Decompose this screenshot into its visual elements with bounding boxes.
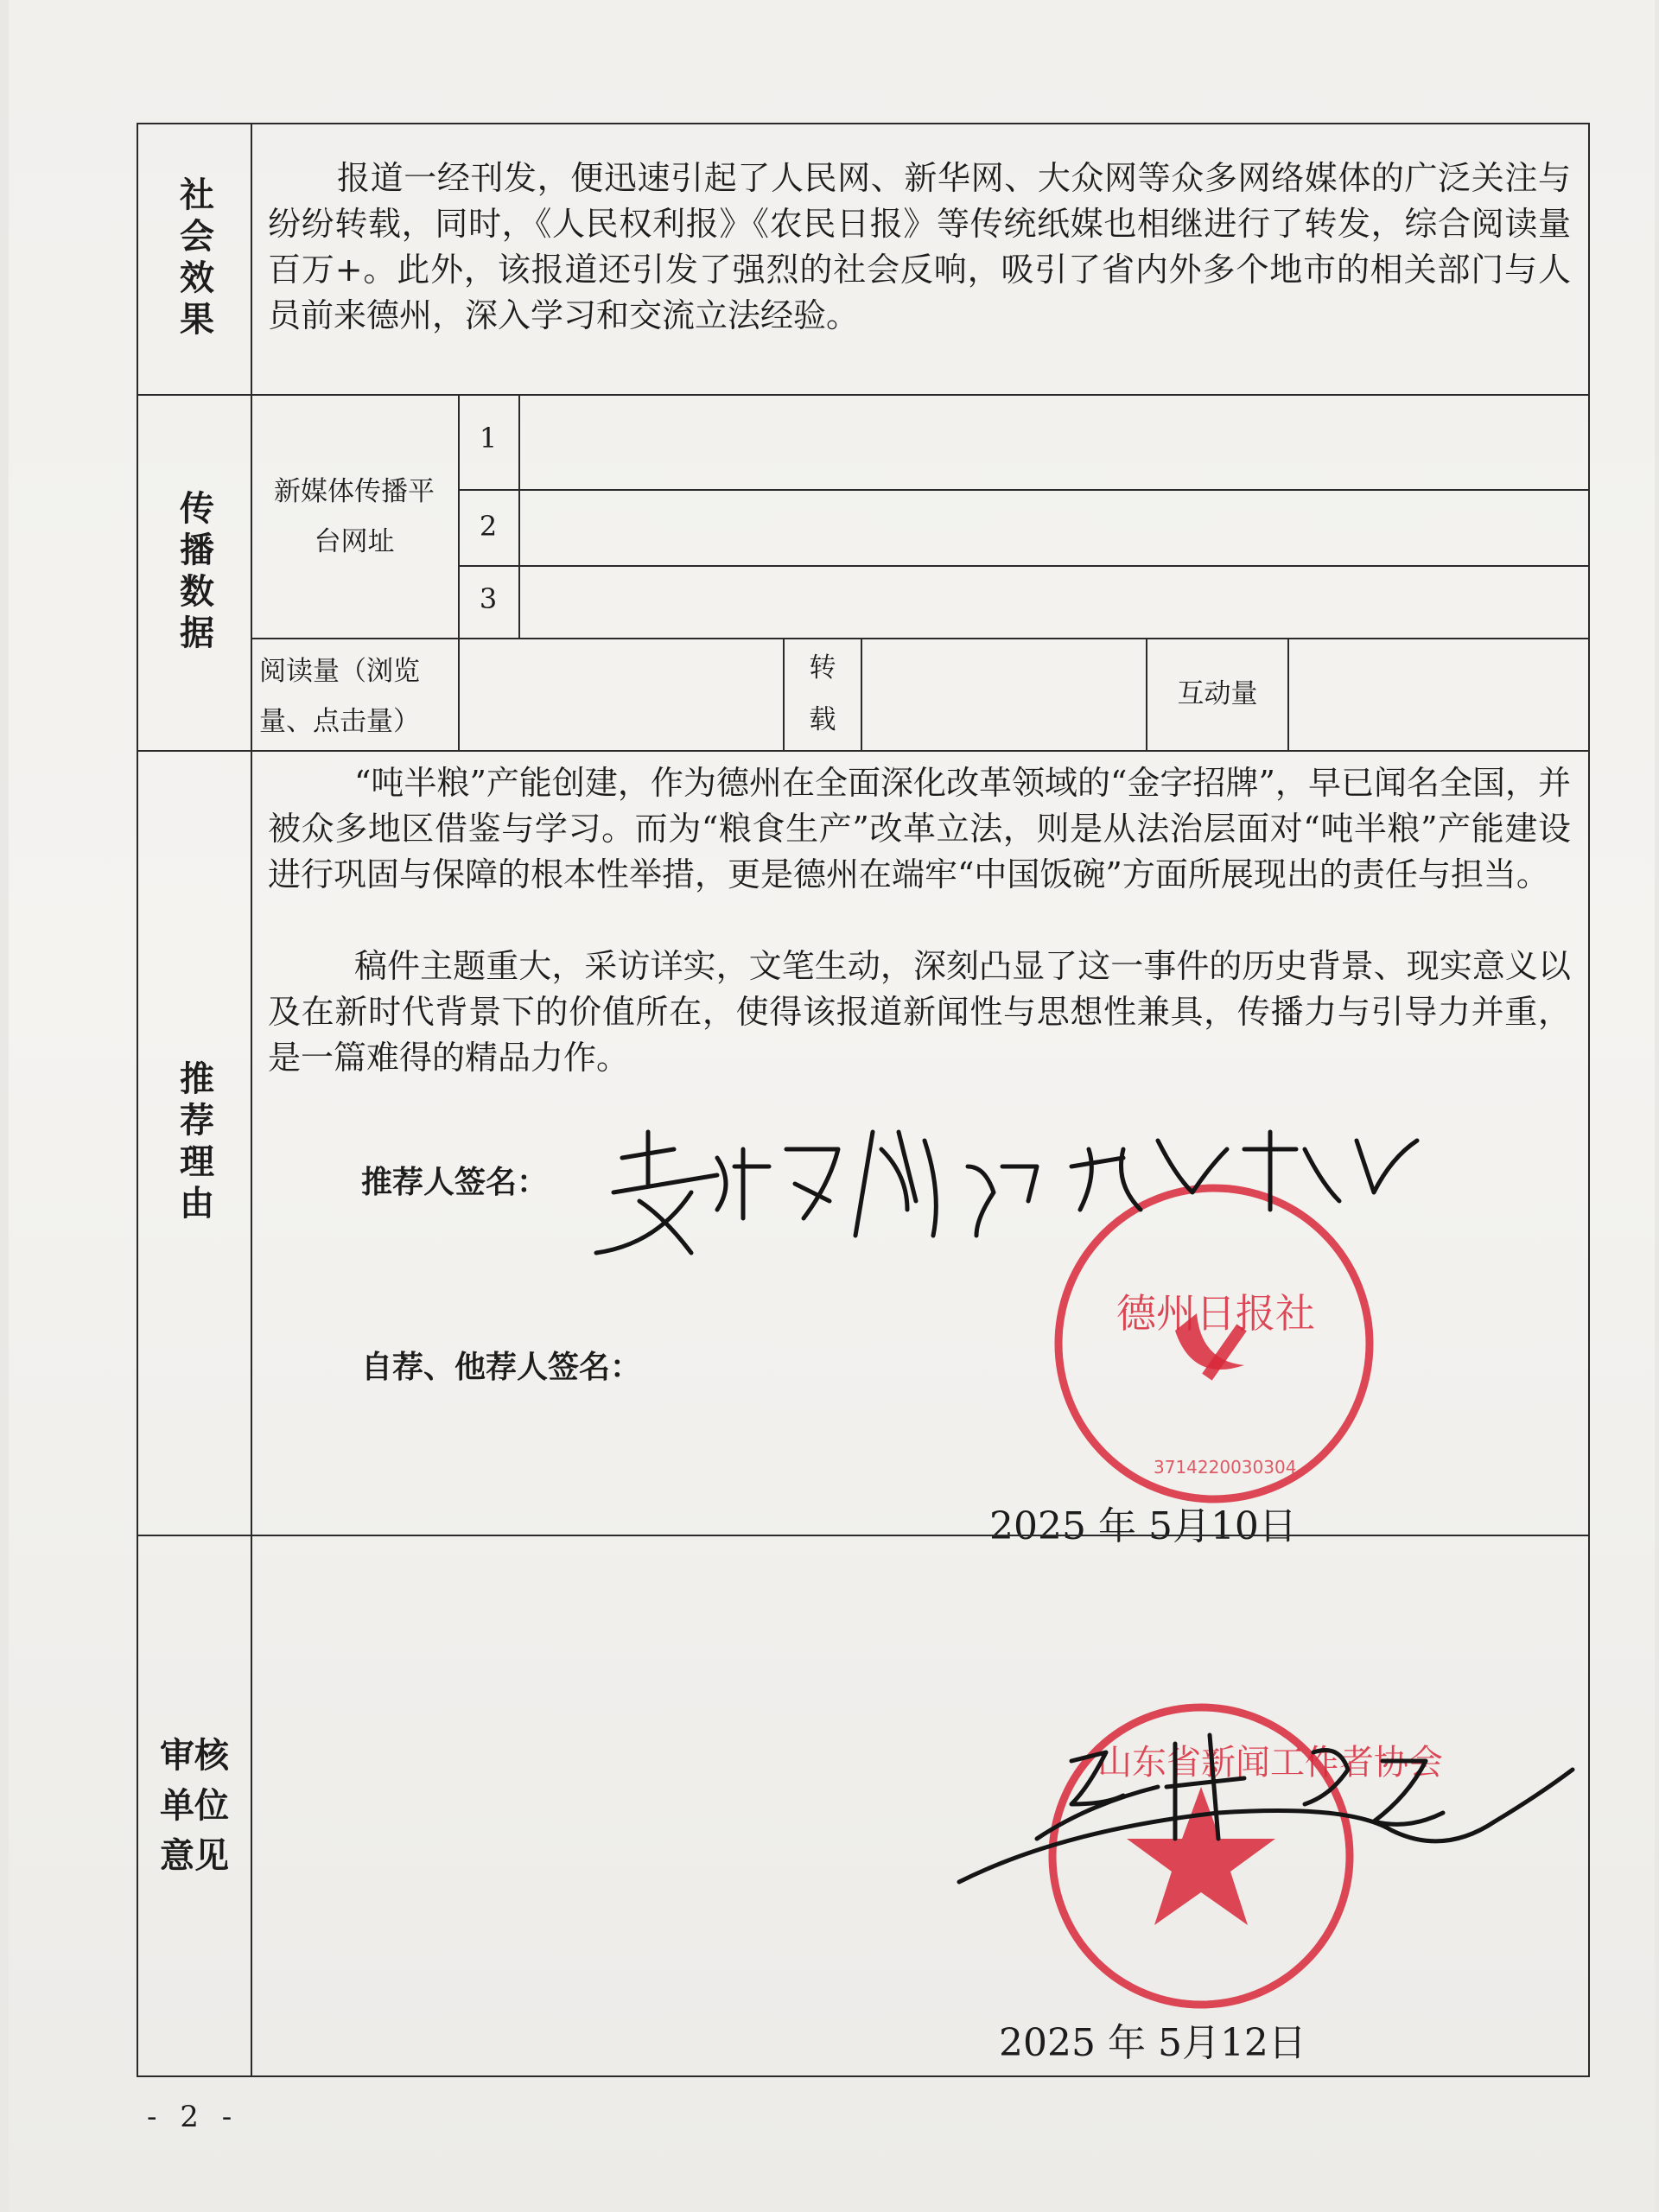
- url-field-2[interactable]: [527, 496, 1580, 558]
- recommendation-date: 2025 年 5月10日: [989, 1504, 1297, 1548]
- row-divider: [458, 489, 1588, 491]
- handwritten-signatures: [588, 1115, 1659, 1270]
- review-label: 审核单位意见: [160, 1735, 229, 1876]
- interactions-label: 互动量: [1177, 678, 1258, 709]
- paper: [9, 0, 1655, 2212]
- recommendation-paragraph-2: 稿件主题重大，采访详实，文笔生动，深刻凸显了这一事件的历史背景、现实意义以及在新时代背景下的价值所在，使得该报道新闻性与思想性兼具，传播力与引导力并重，是一篇难得的精品力作。: [268, 947, 1571, 1077]
- reads-value-cell[interactable]: [458, 638, 783, 750]
- row-number-1: 1: [479, 422, 498, 454]
- url-field-3[interactable]: [527, 572, 1580, 632]
- nomination-form: [137, 123, 1590, 2077]
- recommendation-label-cell: [138, 752, 252, 1535]
- url-field-1[interactable]: [527, 404, 1580, 482]
- platform-label: 新媒体传播平台网址: [274, 476, 435, 557]
- spread-data-label-cell: [138, 396, 252, 750]
- spread-data-label: 传播数据: [174, 490, 215, 656]
- stamp-character: 德州日报社: [1116, 1290, 1315, 1337]
- social-effect-text: 报道一经刊发，便迅速引起了人民网、新华网、大众网等众多网络媒体的广泛关注与纷纷转载，同时，《人民权利报》《农民日报》等传统纸媒也相继进行了转发，综合阅读量百万+。此外，该报道还引发了强烈的社会反响，吸引了省内外多个地市的相关部门与人员前来德州，深入学习和交流立法经验。: [268, 159, 1571, 334]
- reposts-label-cell: [783, 638, 861, 750]
- association-stamp-text: 山东省新闻工作者协会: [1097, 1743, 1443, 1783]
- recommendation-label: 推荐理由: [174, 1060, 215, 1226]
- recommendation-paragraph-1: “吨半粮”产能创建，作为德州在全面深化改革领域的“金字招牌”，早已闻名全国，并被众多地区借鉴与学习。而为“粮食生产”改革立法，则是从法治层面对“吨半粮”产能建设进行巩固与保障的根本性举措，更是德州在端牢“中国饭碗”方面所展现出的责任与担当。: [268, 764, 1571, 893]
- social-effect-label-cell: [138, 124, 252, 394]
- stamp-number: 3714220030304: [1154, 1457, 1297, 1478]
- self-recommender-signature-label: 自荐、他荐人签名：: [361, 1350, 642, 1385]
- interactions-label-cell: [1146, 638, 1287, 750]
- page-number: - 2 -: [147, 2100, 239, 2134]
- social-effect-label: 社会效果: [174, 176, 215, 342]
- social-effect-section: [137, 123, 1590, 396]
- row-number-3: 3: [479, 582, 498, 615]
- reads-label: 阅读量（浏览量、点击量）: [259, 656, 420, 737]
- platform-label-cell: [251, 396, 458, 638]
- reposts-label: 转载: [809, 652, 836, 735]
- review-label-cell: [138, 1536, 252, 2075]
- reviewer-handwritten-signature: [950, 1709, 1607, 1899]
- row-number-2: 2: [479, 510, 498, 543]
- recommender-signature-label: 推荐人签名：: [361, 1165, 549, 1200]
- interactions-value-cell[interactable]: [1287, 638, 1588, 750]
- review-section: [137, 1535, 1590, 2077]
- review-date: 2025 年 5月12日: [999, 2021, 1306, 2065]
- row-divider: [458, 565, 1588, 567]
- spread-data-section: [137, 394, 1590, 752]
- reposts-value-cell[interactable]: [861, 638, 1146, 750]
- recommendation-section: [137, 750, 1590, 1548]
